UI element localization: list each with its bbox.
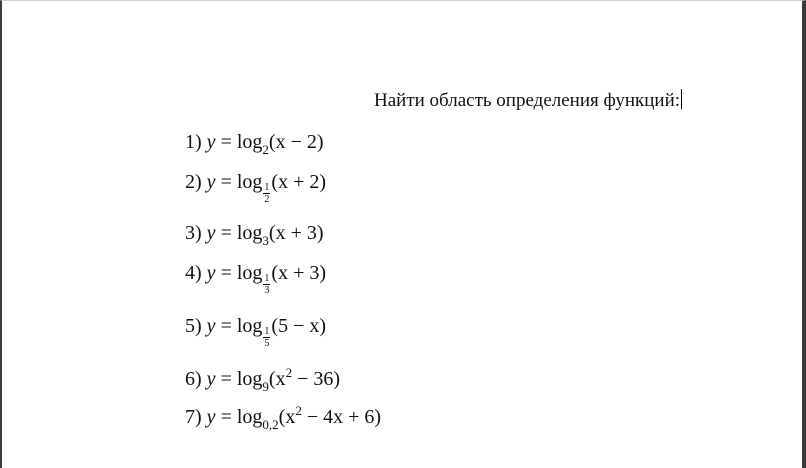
function-variable: y <box>206 368 216 390</box>
equation-number: 7) <box>185 406 202 428</box>
log-argument: (x + 3) <box>271 262 327 284</box>
equation-number: 1) <box>185 131 202 153</box>
function-variable: y <box>206 131 216 153</box>
equals-sign: = <box>215 406 237 428</box>
equals-sign: = <box>215 315 237 337</box>
log-operator: log <box>236 171 263 193</box>
log-argument-end: − 4x + 6) <box>301 406 382 428</box>
equation-7 <box>185 405 381 437</box>
log-base: 0,2 <box>262 417 279 432</box>
fraction-denominator: 3 <box>264 285 270 296</box>
log-operator: log <box>236 368 263 390</box>
function-variable: y <box>206 222 216 244</box>
fraction-numerator: 1 <box>264 182 270 193</box>
log-base: 9 <box>262 379 269 394</box>
equals-sign: = <box>215 222 237 244</box>
equation-4 <box>185 261 326 296</box>
log-base-fraction <box>263 273 270 296</box>
text-cursor <box>681 89 682 109</box>
log-argument: (x − 2) <box>268 131 324 153</box>
equation-3 <box>185 221 324 253</box>
equation-5 <box>185 314 326 349</box>
equation-number: 5) <box>185 315 202 337</box>
equals-sign: = <box>215 171 237 193</box>
log-operator: log <box>236 315 263 337</box>
log-argument-end: − 36) <box>292 368 341 390</box>
equation-2 <box>185 170 326 205</box>
function-variable: y <box>206 262 216 284</box>
equals-sign: = <box>215 368 237 390</box>
log-argument: (5 − x) <box>271 315 327 337</box>
log-operator: log <box>236 406 263 428</box>
exponent: 2 <box>295 403 302 418</box>
equals-sign: = <box>215 131 237 153</box>
log-base: 3 <box>262 233 269 248</box>
log-operator: log <box>236 262 263 284</box>
log-argument: (x + 3) <box>268 222 324 244</box>
log-argument-start: (x <box>268 368 286 390</box>
function-variable: y <box>206 171 216 193</box>
log-argument: (x + 2) <box>271 171 327 193</box>
equation-number: 6) <box>185 368 202 390</box>
equation-6 <box>185 367 340 399</box>
log-base: 2 <box>262 142 269 157</box>
fraction-numerator: 1 <box>264 273 270 284</box>
log-base-fraction <box>263 326 270 349</box>
heading-text: Найти область определения функций: <box>374 90 681 111</box>
fraction-numerator: 1 <box>264 326 270 337</box>
equation-1 <box>185 130 324 162</box>
equation-number: 3) <box>185 222 202 244</box>
log-operator: log <box>236 222 263 244</box>
log-base-fraction <box>263 182 270 205</box>
equals-sign: = <box>215 262 237 284</box>
equation-number: 2) <box>185 171 202 193</box>
function-variable: y <box>206 406 216 428</box>
exponent: 2 <box>285 365 293 380</box>
equation-number: 4) <box>185 262 202 284</box>
log-operator: log <box>236 131 263 153</box>
fraction-denominator: 2 <box>264 194 270 205</box>
fraction-denominator: 5 <box>264 338 270 349</box>
function-variable: y <box>206 315 216 337</box>
log-argument-start: (x <box>278 406 296 428</box>
document-page <box>2 1 802 468</box>
page-heading <box>374 89 682 113</box>
